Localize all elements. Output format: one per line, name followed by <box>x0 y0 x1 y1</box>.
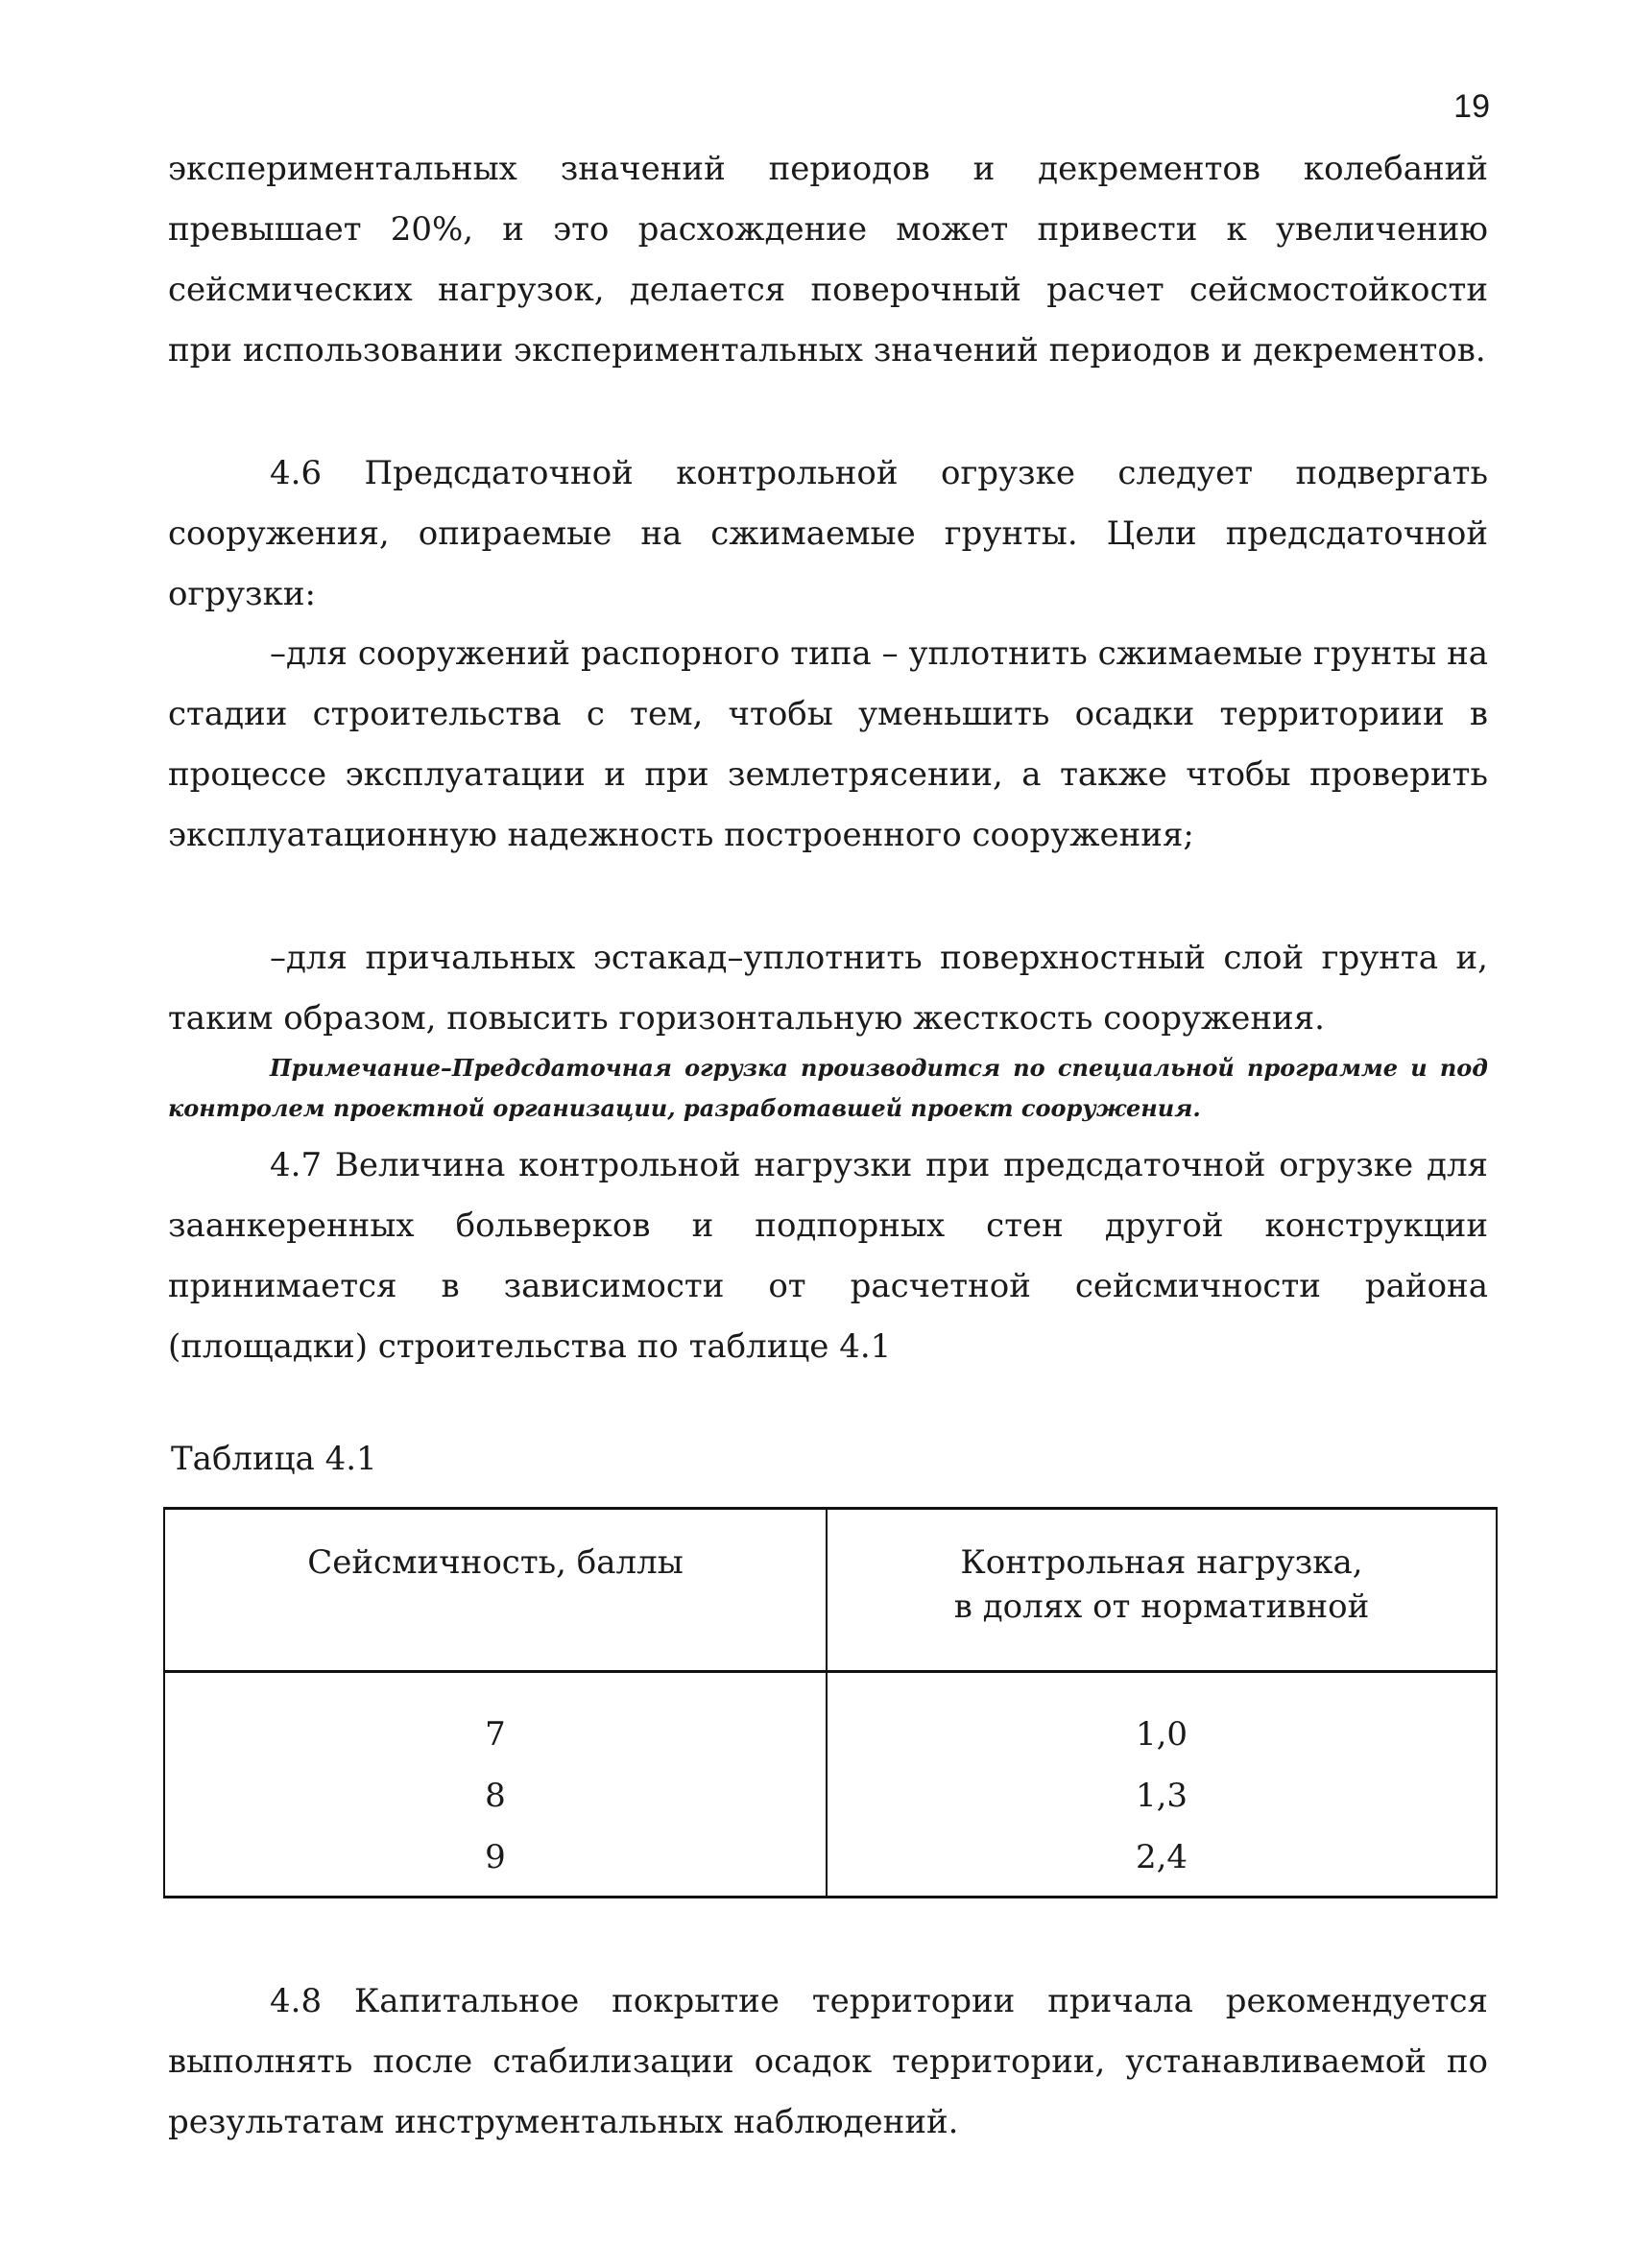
header-control-load-line2: в долях от нормативной <box>953 1588 1370 1626</box>
header-seismicity <box>164 1509 827 1672</box>
page-number: 19 <box>1453 88 1490 125</box>
paragraph-continuation: экспериментальных значений периодов и декрементов колебаний превышает 20%, и это расхождение может привести к увеличению сейсмических нагрузок, делается поверочный расчет сейсмостойкости при использовании экспериментальных значений периодов и декрементов. <box>168 150 1488 370</box>
table-header-row <box>164 1509 1497 1672</box>
table-row <box>164 1672 1497 1766</box>
cell-load: 2,4 <box>827 1826 1497 1898</box>
paragraph-4-8: 4.8 Капитальное покрытие территории причала рекомендуется выполнять после стабилизации осадок территории, устанавливаемой по результатам инструментальных наблюдений. <box>168 1982 1488 2141</box>
list-item-berth-trestles: –для причальных эстакад–уплотнить поверхностный слой грунта и, таким образом, повысить горизонтальную жесткость сооружения. <box>168 939 1488 1038</box>
table-4-1 <box>163 1507 1498 1898</box>
paragraph-4-6: 4.6 Предсдаточной контрольной огрузке следует подвергать сооружения, опираемые на сжимаемые грунты. Цели предсдаточной огрузки: <box>168 454 1488 613</box>
table-caption: Таблица 4.1 <box>171 1440 377 1478</box>
header-seismicity-label: Сейсмичность, баллы <box>307 1543 684 1582</box>
table-row <box>164 1826 1497 1898</box>
cell-seismicity: 8 <box>164 1765 827 1826</box>
cell-seismicity: 7 <box>164 1672 827 1766</box>
note: Примечание–Предсдаточная огрузка производится по специальной программе и под контролем проектной организации, разработавшей проект сооружения. <box>168 1054 1488 1122</box>
header-control-load <box>827 1509 1497 1672</box>
cell-load: 1,3 <box>827 1765 1497 1826</box>
list-item-thrust-structures: –для сооружений распорного типа – уплотнить сжимаемые грунты на стадии строительства с тем, чтобы уменьшить осадки территориии в процессе эксплуатации и при землетрясении, а также чтобы проверить эксплуатационную надежность построенного сооружения; <box>168 634 1488 854</box>
table-row <box>164 1765 1497 1826</box>
cell-load: 1,0 <box>827 1672 1497 1766</box>
cell-seismicity: 9 <box>164 1826 827 1898</box>
paragraph-4-7: 4.7 Величина контрольной нагрузки при предсдаточной огрузке для заанкеренных больверков и подпорных стен другой конструкции принимается в зависимости от расчетной сейсмичности района (площадки) строительства по таблице 4.1 <box>168 1146 1488 1366</box>
header-control-load-line1: Контрольная нагрузка, <box>960 1543 1363 1582</box>
